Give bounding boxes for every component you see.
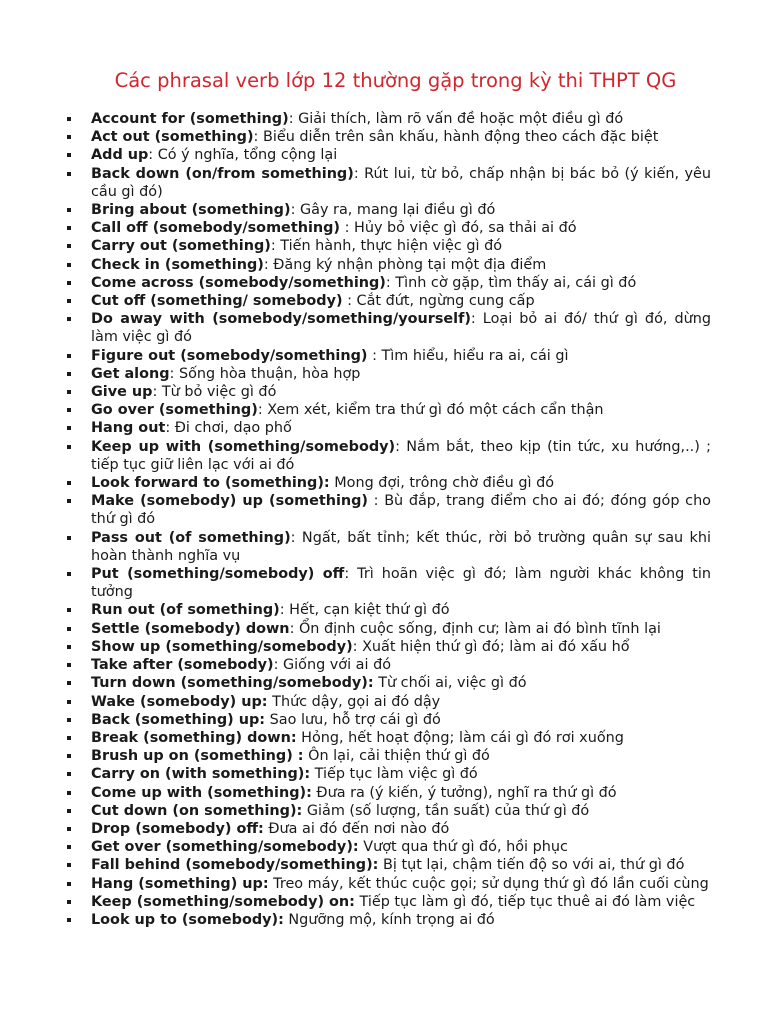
phrasal-verb-list: [66, 110, 711, 929]
phrasal-verb-definition: : Tiến hành, thực hiện việc gì đó: [270, 238, 503, 255]
phrasal-verb-term: Run out (of something): [91, 602, 280, 619]
phrasal-verb-definition: : Loại bỏ ai đó/ thứ gì đó, dừng làm việc gì đó: [91, 311, 711, 346]
phrasal-verb-term: Carry out (something): [91, 238, 271, 255]
phrasal-verb-definition: : Nắm bắt, theo kịp (tin tức, xu hướng,..) ; tiếp tục giữ liên lạc với ai đó: [91, 438, 711, 473]
phrasal-verb-term: Drop (somebody) off:: [91, 820, 264, 837]
list-item: [66, 838, 711, 856]
list-item: [66, 347, 711, 365]
phrasal-verb-definition: : Gây ra, mang lại điều gì đó: [290, 202, 496, 219]
phrasal-verb-term: Put (something/somebody) off: [91, 566, 345, 583]
phrasal-verb-definition: Treo máy, kết thúc cuộc gọi; sử dụng thứ gì đó lần cuối cùng: [268, 875, 709, 892]
list-item: [66, 128, 711, 146]
phrasal-verb-definition: Hỏng, hết hoạt động; làm cái gì đó rơi xuống: [296, 729, 624, 746]
list-item: [66, 656, 711, 674]
phrasal-verb-term: Go over (something): [91, 402, 258, 419]
phrasal-verb-term: Get over (something/somebody):: [91, 839, 359, 856]
phrasal-verb-definition: : Cắt đứt, ngừng cung cấp: [342, 293, 535, 310]
phrasal-verb-definition: Đưa ai đó đến nơi nào đó: [263, 820, 450, 837]
phrasal-verb-definition: Mong đợi, trông chờ điều gì đó: [329, 475, 555, 492]
phrasal-verb-term: Brush up on (something) :: [91, 748, 304, 765]
phrasal-verb-definition: : Ổn định cuộc sống, định cư; làm ai đó bình tĩnh lại: [289, 620, 661, 637]
phrasal-verb-term: Give up: [91, 384, 153, 401]
phrasal-verb-definition: Giảm (số lượng, tần suất) của thứ gì đó: [302, 802, 590, 819]
phrasal-verb-term: Break (something) down:: [91, 729, 297, 746]
phrasal-verb-term: Come across (somebody/something): [91, 274, 386, 291]
phrasal-verb-definition: : Trì hoãn việc gì đó; làm người khác không tin tưởng: [91, 566, 711, 601]
phrasal-verb-definition: : Hủy bỏ việc gì đó, sa thải ai đó: [340, 220, 577, 237]
phrasal-verb-term: Hang out: [91, 420, 166, 437]
list-item: [66, 729, 711, 747]
phrasal-verb-term: Look forward to (something):: [91, 475, 330, 492]
list-item: [66, 674, 711, 692]
phrasal-verb-term: Do away with (somebody/something/yourself): [91, 311, 471, 328]
list-item: [66, 529, 711, 565]
list-item: [66, 201, 711, 219]
phrasal-verb-definition: : Xem xét, kiểm tra thứ gì đó một cách cẩn thận: [257, 402, 604, 419]
phrasal-verb-term: Fall behind (somebody/something):: [91, 857, 379, 874]
list-item: [66, 310, 711, 346]
phrasal-verb-term: Get along: [91, 365, 170, 382]
list-item: [66, 601, 711, 619]
phrasal-verb-definition: Sao lưu, hỗ trợ cái gì đó: [265, 711, 441, 728]
phrasal-verb-term: Bring about (something): [91, 202, 291, 219]
page-title: Các phrasal verb lớp 12 thường gặp trong kỳ thi THPT QG: [114, 69, 677, 92]
list-item: [66, 875, 711, 893]
phrasal-verb-definition: : Giống với ai đó: [273, 657, 392, 674]
phrasal-verb-term: Figure out (somebody/something): [91, 347, 368, 364]
phrasal-verb-definition: : Tình cờ gặp, tìm thấy ai, cái gì đó: [385, 274, 637, 291]
list-item: [66, 711, 711, 729]
phrasal-verb-term: Cut off (something/ somebody): [91, 293, 343, 310]
phrasal-verb-definition: : Giải thích, làm rõ vấn đề hoặc một điều gì đó: [288, 111, 624, 127]
phrasal-verb-term: Look up to (somebody):: [91, 911, 284, 928]
phrasal-verb-term: Back (something) up:: [91, 711, 266, 728]
list-item: [66, 365, 711, 383]
phrasal-verb-term: Keep (something/somebody) on:: [91, 893, 355, 910]
phrasal-verb-term: Account for (something): [91, 111, 289, 127]
phrasal-verb-term: Make (somebody) up (something): [91, 493, 369, 510]
phrasal-verb-definition: : Tìm hiểu, hiểu ra ai, cái gì: [367, 347, 569, 364]
list-item: [66, 620, 711, 638]
phrasal-verb-term: Come up with (something):: [91, 784, 312, 801]
phrasal-verb-definition: : Đăng ký nhận phòng tại một địa điểm: [263, 256, 547, 273]
list-item: [66, 237, 711, 255]
phrasal-verb-term: Turn down (something/somebody):: [91, 675, 374, 692]
phrasal-verb-definition: Ôn lại, cải thiện thứ gì đó: [303, 748, 490, 765]
phrasal-verb-definition: : Xuất hiện thứ gì đó; làm ai đó xấu hổ: [352, 638, 630, 655]
phrasal-verb-term: Add up: [91, 147, 149, 164]
list-item: [66, 747, 711, 765]
phrasal-verb-definition: : Bù đắp, trang điểm cho ai đó; đóng góp cho thứ gì đó: [91, 493, 711, 528]
list-item: [66, 802, 711, 820]
phrasal-verb-definition: Vượt qua thứ gì đó, hồi phục: [358, 839, 568, 856]
phrasal-verb-term: Pass out (of something): [91, 529, 291, 546]
phrasal-verb-definition: Tiếp tục làm việc gì đó: [310, 766, 478, 783]
phrasal-verb-definition: : Sống hòa thuận, hòa hợp: [169, 365, 361, 382]
phrasal-verb-term: Keep up with (something/somebody): [91, 438, 396, 455]
phrasal-verb-term: Take after (somebody): [91, 657, 274, 674]
list-item: [66, 784, 711, 802]
phrasal-verb-term: Wake (somebody) up:: [91, 693, 268, 710]
phrasal-verb-term: Carry on (with something):: [91, 766, 311, 783]
list-item: [66, 292, 711, 310]
phrasal-verb-definition: : Từ bỏ việc gì đó: [152, 384, 277, 401]
list-item: [66, 110, 711, 128]
list-item: [66, 256, 711, 274]
phrasal-verb-term: Hang (something) up:: [91, 875, 269, 892]
list-item: [66, 474, 711, 492]
phrasal-verb-term: Cut down (on something):: [91, 802, 303, 819]
phrasal-verb-term: Call off (somebody/something): [91, 220, 340, 237]
list-item: [66, 165, 711, 201]
list-item: [66, 274, 711, 292]
list-item: [66, 820, 711, 838]
list-item: [66, 911, 711, 929]
list-item: [66, 765, 711, 783]
list-item: [66, 146, 711, 164]
phrasal-verb-definition: Thức dậy, gọi ai đó dậy: [267, 693, 441, 710]
phrasal-verb-term: Settle (somebody) down: [91, 620, 290, 637]
phrasal-verb-term: Back down (on/from something): [91, 165, 354, 182]
list-item: [66, 693, 711, 711]
phrasal-verb-definition: : Ngất, bất tỉnh; kết thúc, rời bỏ trường quân sự sau khi hoàn thành nghĩa vụ: [91, 529, 711, 564]
list-item: [66, 893, 711, 911]
list-item: [66, 492, 711, 528]
phrasal-verb-definition: : Có ý nghĩa, tổng cộng lại: [148, 147, 338, 164]
phrasal-verb-term: Act out (something): [91, 129, 254, 146]
phrasal-verb-definition: : Biểu diễn trên sân khấu, hành động theo cách đặc biệt: [253, 129, 659, 146]
phrasal-verb-definition: : Đi chơi, dạo phố: [165, 420, 292, 437]
phrasal-verb-term: Show up (something/somebody): [91, 638, 353, 655]
phrasal-verb-definition: Đưa ra (ý kiến, ý tưởng), nghĩ ra thứ gì đó: [311, 784, 617, 801]
phrasal-verb-definition: : Hết, cạn kiệt thứ gì đó: [279, 602, 450, 619]
list-item: [66, 438, 711, 474]
list-item: [66, 638, 711, 656]
list-item: [66, 565, 711, 601]
list-item: [66, 383, 711, 401]
phrasal-verb-definition: Ngưỡng mộ, kính trọng ai đó: [283, 911, 495, 928]
phrasal-verb-definition: Bị tụt lại, chậm tiến độ so với ai, thứ gì đó: [378, 857, 685, 874]
phrasal-verb-term: Check in (something): [91, 256, 264, 273]
phrasal-verb-definition: Tiếp tục làm gì đó, tiếp tục thuê ai đó làm việc: [354, 893, 696, 910]
list-item: [66, 856, 711, 874]
list-item: [66, 419, 711, 437]
phrasal-verb-definition: Từ chối ai, việc gì đó: [373, 675, 527, 692]
list-item: [66, 219, 711, 237]
phrasal-verb-definition: : Rút lui, từ bỏ, chấp nhận bị bác bỏ (ý kiến, yêu cầu gì đó): [91, 165, 711, 200]
list-item: [66, 401, 711, 419]
